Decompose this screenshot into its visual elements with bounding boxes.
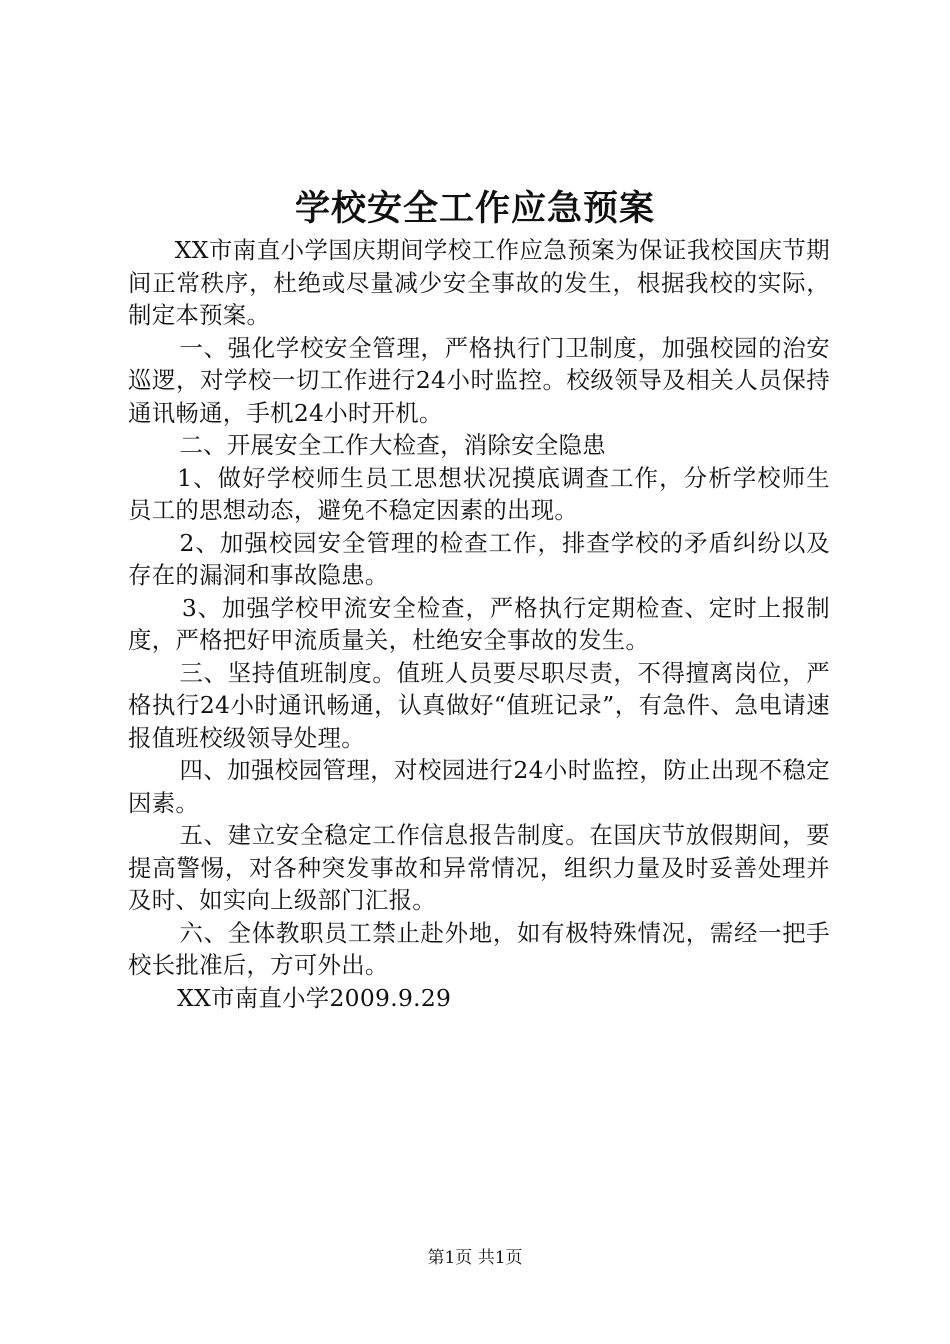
paragraph-item-1: 1、做好学校师生员工思想状况摸底调查工作，分析学校师生员工的思想动态，避免不稳定因素的出现。 (128, 463, 830, 524)
paragraph-item-2: 2、加强校园安全管理的检查工作，排查学校的矛盾纠纷以及存在的漏洞和事故隐患。 (128, 528, 830, 589)
page-number-footer: 第1页 共1页 (427, 1248, 523, 1268)
paragraph-section-5: 五、建立安全稳定工作信息报告制度。在国庆节放假期间，要提高警惕，对各种突发事故和异常情况，组织力量及时妥善处理并及时、如实向上级部门汇报。 (128, 821, 830, 914)
document-title: 学校安全工作应急预案 (294, 188, 655, 229)
paragraph-section-4: 四、加强校园管理，对校园进行24小时监控，防止出现不稳定因素。 (128, 756, 830, 817)
document-body (128, 234, 830, 1014)
paragraph-section-3: 三、坚持值班制度。值班人员要尽职尽责，不得擅离岗位，严格执行24小时通讯畅通，认真做好“值班记录”，有急件、急电请速报值班校级领导处理。 (128, 658, 830, 752)
signature-line: XX市南直小学2009.9.29 (177, 983, 452, 1012)
paragraph-item-3: 3、加强学校甲流安全检查，严格执行定期检查、定时上报制度，严格把好甲流质量关，杜绝安全事故的发生。 (128, 593, 830, 654)
paragraph-intro: XX市南直小学国庆期间学校工作应急预案为保证我校国庆节期间正常秩序，杜绝或尽量减少安全事故的发生，根据我校的实际，制定本预案。 (128, 236, 830, 329)
paragraph-section-2-heading: 二、开展安全工作大检查，消除安全隐患 (179, 431, 606, 459)
paragraph-section-6: 六、全体教职员工禁止赴外地，如有极特殊情况，需经一把手校长批准后，方可外出。 (128, 918, 830, 979)
paragraph-section-1: 一、强化学校安全管理，严格执行门卫制度，加强校园的治安巡逻，对学校一切工作进行24小时监控。校级领导及相关人员保持通讯畅通，手机24小时开机。 (128, 333, 830, 427)
